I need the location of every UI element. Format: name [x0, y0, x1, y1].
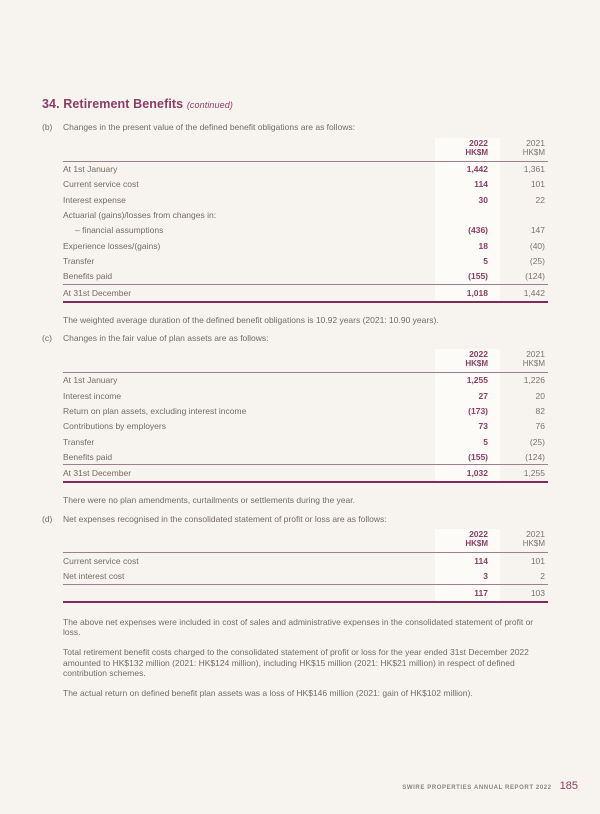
row-label: Current service cost: [63, 555, 139, 566]
value-2022: 114: [435, 553, 500, 569]
value-2021: 82: [535, 405, 545, 416]
row-label: Benefits paid: [63, 451, 113, 462]
row-label: At 1st January: [63, 164, 118, 175]
row-label: Interest expense: [63, 194, 126, 205]
table-row: [63, 269, 548, 285]
unit-label: HK$M: [465, 147, 488, 157]
section-c: [42, 333, 548, 506]
row-label: Current service cost: [63, 179, 139, 190]
row-label: Benefits paid: [63, 271, 113, 282]
value-2022: 117: [435, 584, 500, 601]
row-label: Transfer: [63, 255, 95, 266]
value-2021: (25): [529, 255, 545, 266]
value-2022: (155): [435, 269, 500, 285]
net-expenses-paragraph: The above net expenses were included in cost of sales and administrative expenses in the consolidated statement of profit or loss.: [63, 616, 534, 638]
value-2021: (124): [525, 271, 545, 282]
section-b: [42, 122, 548, 325]
label-column-header: [63, 529, 435, 553]
page-title: [42, 97, 548, 111]
table-row: [63, 449, 548, 465]
row-label: – financial assumptions: [75, 225, 164, 236]
total-row: [63, 465, 548, 482]
table-row: [63, 192, 548, 207]
value-2022: 18: [435, 238, 500, 253]
value-2021: 1,255: [500, 465, 548, 482]
section-d-intro: [42, 514, 548, 525]
table-row: [63, 207, 548, 222]
table-row: [63, 238, 548, 253]
table-row: [63, 403, 548, 418]
defined-benefit-obligations-table: [63, 138, 548, 303]
value-2021: 76: [535, 421, 545, 432]
section-intro-text: Net expenses recognised in the consolidated statement of profit or loss are as follows:: [63, 513, 387, 524]
section-intro-text: Changes in the present value of the defined benefit obligations are as follows:: [63, 122, 356, 132]
row-label: Actuarial (gains)/losses from changes in:: [63, 210, 217, 221]
section-b-intro: [42, 122, 548, 133]
value-2022: 1,255: [435, 372, 500, 388]
total-row: [63, 584, 548, 601]
unit-label: HK$M: [465, 358, 488, 368]
weighted-average-note: The weighted average duration of the defined benefit obligations is 10.92 years (2021: 10.90 years).: [63, 314, 439, 325]
year-column-header: [500, 138, 548, 162]
value-2022: 30: [435, 192, 500, 207]
section-label: (c): [42, 333, 52, 344]
section-label: (b): [42, 122, 53, 132]
unit-label: HK$M: [522, 147, 545, 157]
label-column-header: [63, 349, 435, 373]
table-row: [63, 253, 548, 268]
year-label: 2022: [469, 348, 488, 359]
actual-return-paragraph: The actual return on defined benefit plan assets was a loss of HK$146 million (2021: gain of HK$102 million).: [63, 688, 473, 699]
value-2022: 1,032: [435, 465, 500, 482]
table-row: [63, 419, 548, 434]
value-2022: [435, 207, 500, 222]
row-label: [63, 584, 435, 601]
label-column-header: [63, 138, 435, 162]
table-row: [63, 388, 548, 403]
table-row: [63, 177, 548, 192]
table-row: [63, 434, 548, 449]
value-2021: (124): [525, 451, 545, 462]
table-header-row: [63, 529, 548, 553]
value-2022: 1,018: [435, 284, 500, 301]
row-label: Net interest cost: [63, 571, 125, 582]
value-2022: (436): [435, 223, 500, 238]
page-number: 185: [559, 780, 578, 792]
value-2022: 3: [435, 569, 500, 585]
row-label: Interest income: [63, 390, 122, 401]
row-label: Experience losses/(gains): [63, 240, 161, 251]
value-2021: (25): [529, 436, 545, 447]
value-2022: 73: [435, 419, 500, 434]
year-label: 2021: [526, 529, 545, 540]
value-2022: (173): [435, 403, 500, 418]
unit-label: HK$M: [522, 539, 545, 549]
value-2021: (40): [529, 240, 545, 251]
plan-assets-table: [63, 349, 548, 484]
year-label: 2022: [469, 137, 488, 148]
value-2021: 1,361: [523, 164, 545, 175]
section-c-intro: [42, 333, 548, 344]
report-name: SWIRE PROPERTIES ANNUAL REPORT 2022: [402, 785, 552, 791]
section-number-and-title: 34. Retirement Benefits: [42, 97, 184, 111]
value-2022: 27: [435, 388, 500, 403]
table-row: [63, 161, 548, 177]
year-label: 2021: [526, 348, 545, 359]
value-2021: 147: [530, 225, 545, 236]
total-costs-paragraph: Total retirement benefit costs charged to the consolidated statement of profit or loss for the year ended 31st December 2022 amounted to HK$132 million (2021: HK$124 million), including HK$15 million (2021: HK$21 million) in respect of defined contribution schemes.: [63, 647, 529, 679]
value-2021: 1,442: [500, 284, 548, 301]
table-row: [63, 372, 548, 388]
plan-amendments-note: There were no plan amendments, curtailments or settlements during the year.: [63, 495, 355, 506]
value-2022: 1,442: [435, 161, 500, 177]
value-2021: 1,226: [523, 375, 545, 386]
year-column-header: [435, 529, 500, 553]
value-2022: 5: [435, 434, 500, 449]
section-label: (d): [42, 513, 53, 524]
year-column-header: [500, 349, 548, 373]
year-column-header: [435, 349, 500, 373]
closing-paragraphs: [42, 617, 548, 699]
value-2021: 101: [530, 179, 545, 190]
value-2022: 114: [435, 177, 500, 192]
net-expenses-table: [63, 529, 548, 602]
section-d: [42, 514, 548, 603]
row-label: At 31st December: [63, 465, 435, 482]
continued-label: (continued): [186, 100, 233, 110]
value-2022: (155): [435, 449, 500, 465]
year-column-header: [500, 529, 548, 553]
year-column-header: [435, 138, 500, 162]
value-2021: 103: [500, 584, 548, 601]
table-row: [63, 553, 548, 569]
row-label: Contributions by employers: [63, 421, 166, 432]
value-2021: 20: [535, 390, 545, 401]
unit-label: HK$M: [522, 358, 545, 368]
section-intro-text: Changes in the fair value of plan assets are as follows:: [63, 333, 269, 344]
row-label: Transfer: [63, 436, 95, 447]
row-label: Return on plan assets, excluding interest income: [63, 405, 247, 416]
value-2022: 5: [435, 253, 500, 268]
value-2021: 101: [530, 555, 545, 566]
value-2021: 22: [535, 194, 545, 205]
value-2021: 2: [540, 571, 545, 582]
table-row: [63, 569, 548, 585]
table-row: [63, 223, 548, 238]
page-footer: [402, 780, 578, 792]
year-label: 2021: [526, 137, 545, 148]
total-row: [63, 284, 548, 301]
value-2021: [500, 207, 548, 222]
table-header-row: [63, 349, 548, 373]
table-header-row: [63, 138, 548, 162]
unit-label: HK$M: [465, 539, 488, 549]
year-label: 2022: [469, 529, 488, 540]
row-label: At 31st December: [63, 284, 435, 301]
row-label: At 1st January: [63, 375, 118, 386]
